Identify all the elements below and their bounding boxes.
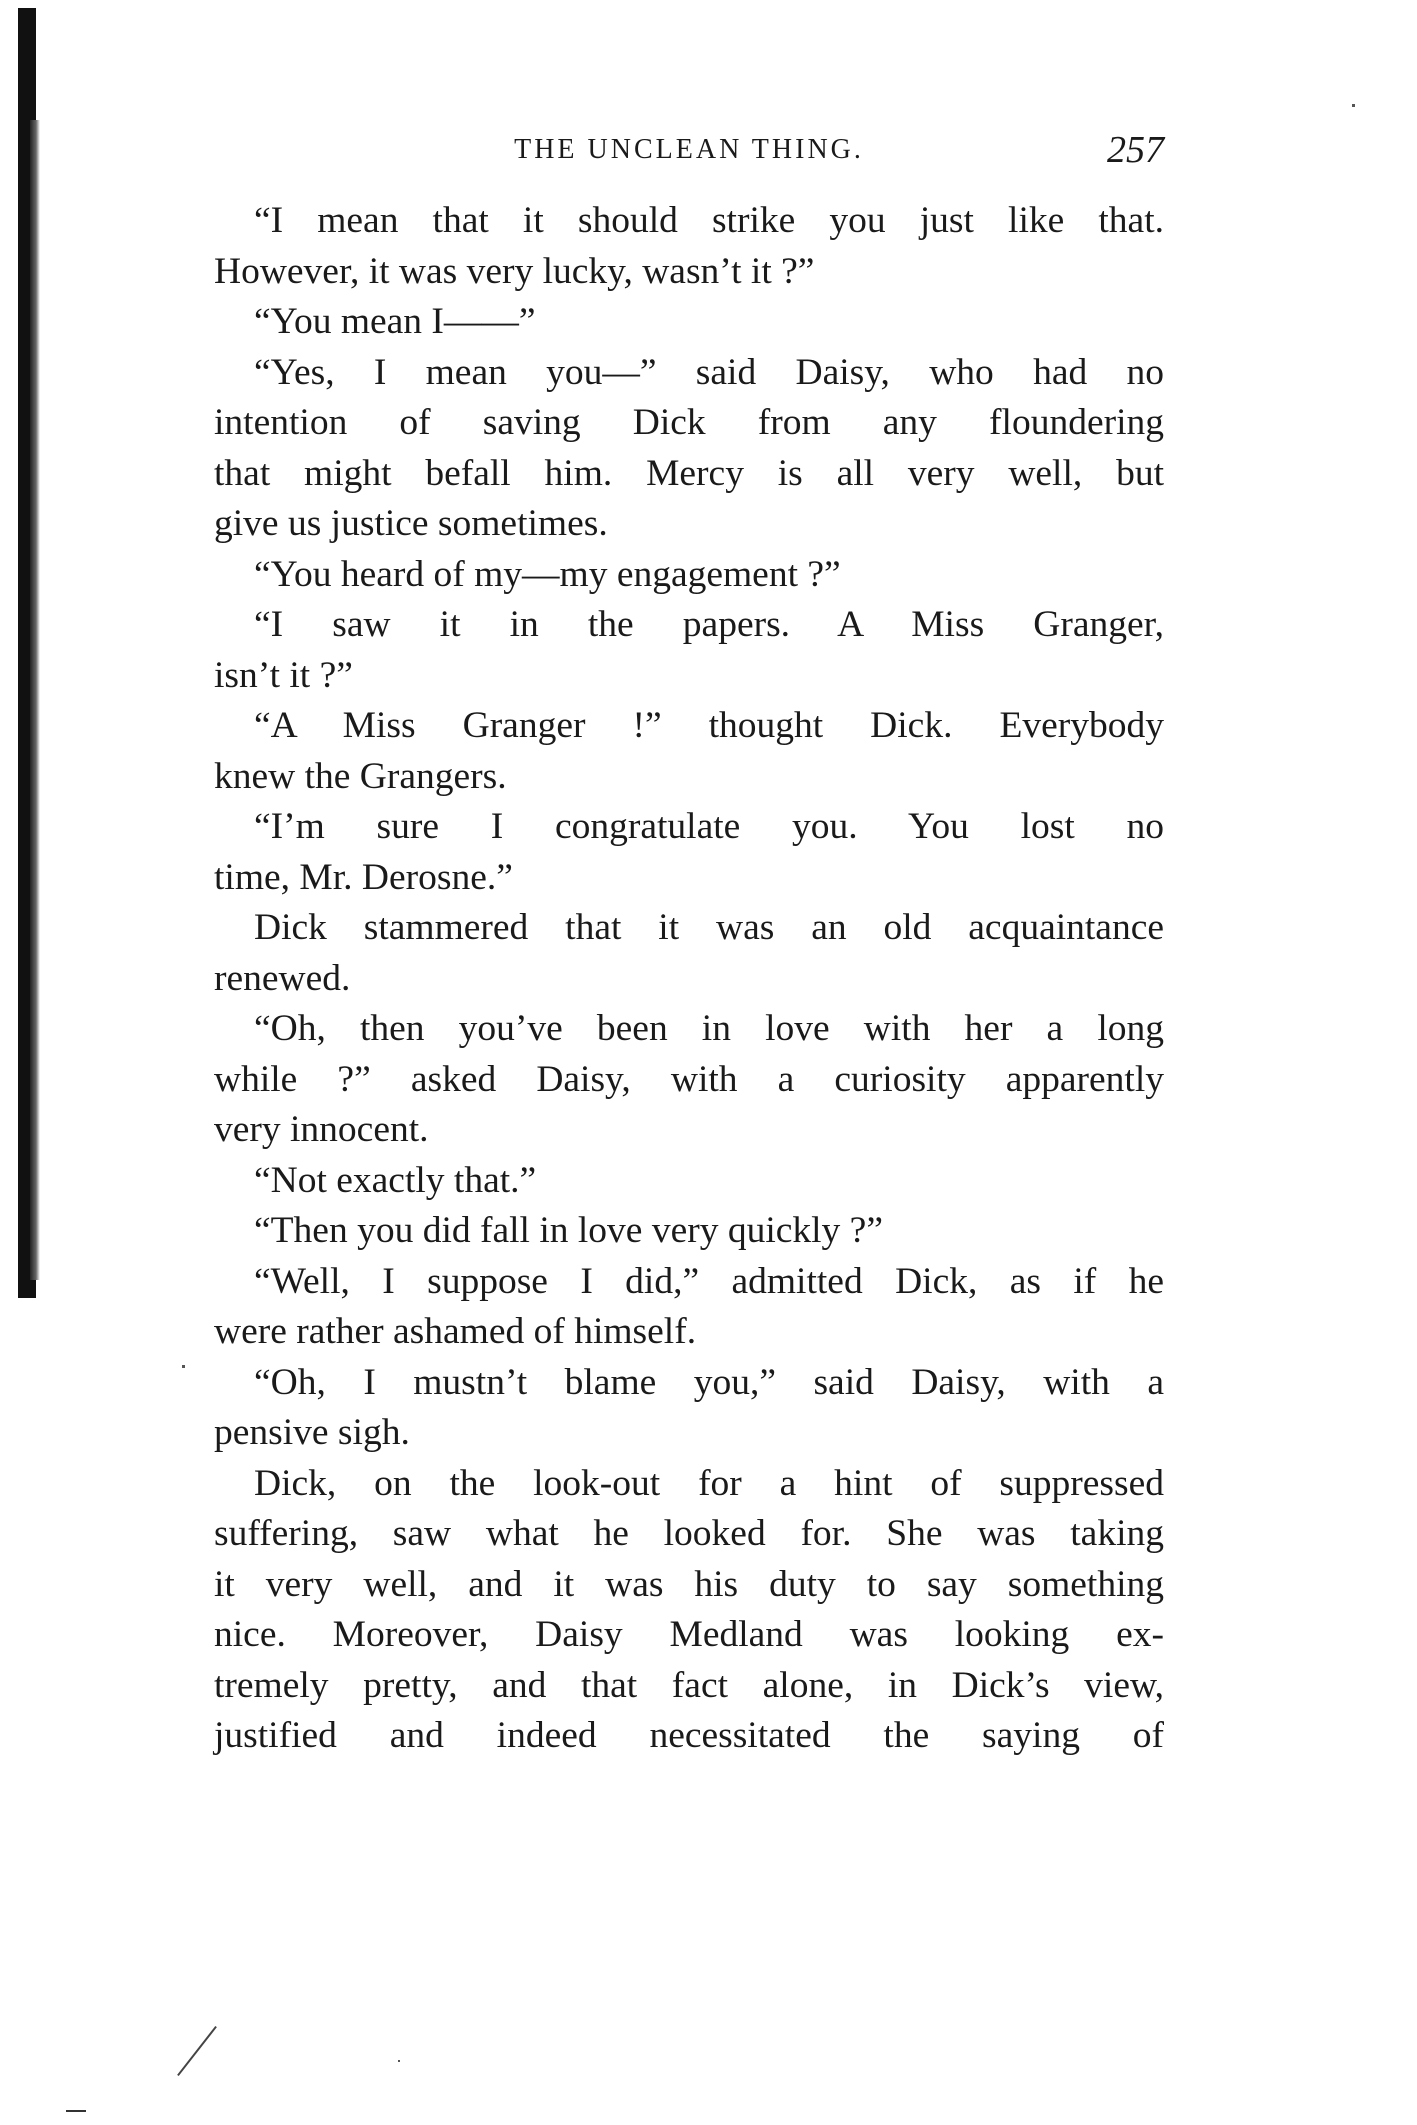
- text-line: suffering, saw what he looked for. She was taking: [214, 1513, 1164, 1554]
- text-line: time, Mr. Derosne.”: [214, 856, 513, 898]
- text-line: renewed.: [214, 957, 351, 999]
- text-line: “You mean I——”: [254, 301, 536, 342]
- text-line: “I mean that it should strike you just like that.: [254, 200, 1164, 241]
- speck-mark: [398, 2060, 400, 2062]
- text-line: “I saw it in the papers. A Miss Granger,: [254, 604, 1164, 645]
- text-line: it very well, and it was his duty to say something: [214, 1563, 1164, 1605]
- text-line: tremely pretty, and that fact alone, in Dick’s view,: [214, 1664, 1164, 1706]
- text-line: justified and indeed necessitated the saying of: [214, 1715, 1164, 1756]
- text-line: However, it was very lucky, wasn’t it ?”: [214, 250, 815, 292]
- text-line: pensive sigh.: [214, 1412, 410, 1453]
- dash-mark: [66, 2110, 86, 2112]
- book-gutter-edge: [30, 120, 40, 1280]
- text-line: “Well, I suppose I did,” admitted Dick, as if he: [254, 1260, 1164, 1302]
- page-header: [214, 128, 1164, 178]
- text-line: were rather ashamed of himself.: [214, 1311, 697, 1352]
- text-line: Dick, on the look-out for a hint of suppressed: [254, 1462, 1164, 1504]
- text-line: Dick stammered that it was an old acquaintance: [254, 907, 1164, 948]
- text-line: “Oh, then you’ve been in love with her a long: [254, 1008, 1164, 1049]
- text-line: intention of saving Dick from any floundering: [214, 402, 1164, 443]
- text-line: isn’t it ?”: [214, 654, 353, 696]
- text-line: “I’m sure I congratulate you. You lost no: [254, 806, 1164, 847]
- text-line: while ?” asked Daisy, with a curiosity apparently: [214, 1058, 1164, 1100]
- text-line: “Oh, I mustn’t blame you,” said Daisy, with a: [254, 1361, 1164, 1403]
- speck-mark: [182, 1365, 185, 1368]
- body-text: [214, 196, 1164, 1762]
- speck-mark: [1352, 104, 1355, 107]
- text-line: “Not exactly that.”: [254, 1159, 537, 1201]
- text-line: very innocent.: [214, 1109, 429, 1150]
- text-line: “Then you did fall in love very quickly ?”: [254, 1210, 883, 1251]
- text-line: “A Miss Granger !” thought Dick. Everybody: [254, 705, 1164, 746]
- text-line: “You heard of my—my engagement ?”: [254, 553, 841, 595]
- text-line: knew the Grangers.: [214, 755, 507, 797]
- text-line: that might befall him. Mercy is all very well, but: [214, 452, 1164, 494]
- text-line: give us justice sometimes.: [214, 503, 608, 544]
- text-line: “Yes, I mean you—” said Daisy, who had no: [254, 351, 1164, 393]
- pencil-stroke-mark: [177, 2026, 217, 2076]
- text-line: nice. Moreover, Daisy Medland was looking ex-: [214, 1614, 1164, 1655]
- page-number: 257: [1107, 129, 1164, 171]
- running-title: THE UNCLEAN THING.: [514, 134, 864, 165]
